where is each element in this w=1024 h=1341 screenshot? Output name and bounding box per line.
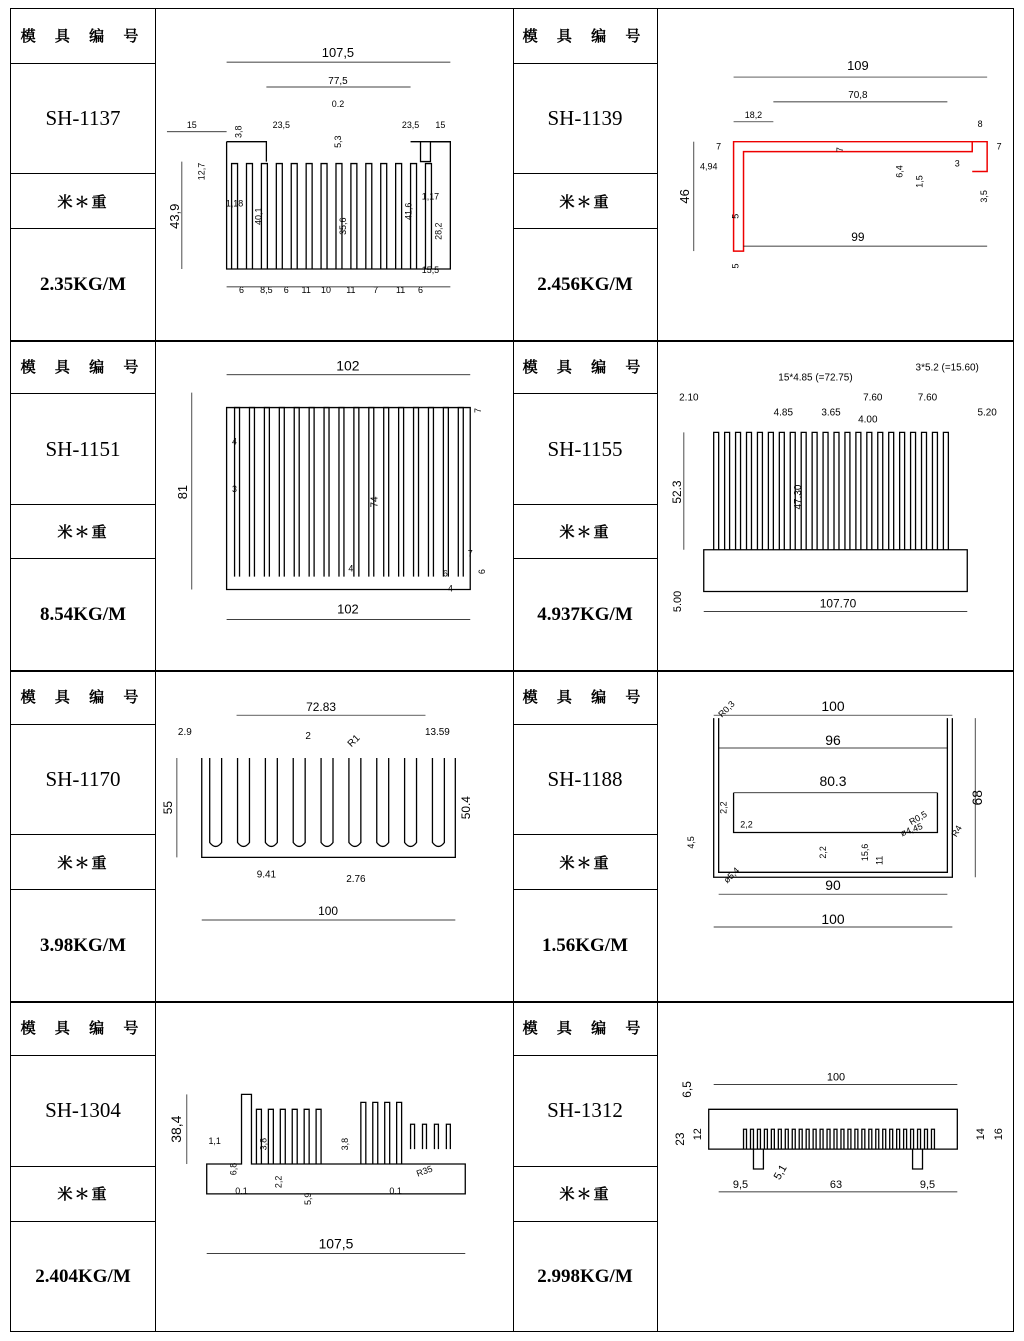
- dimension-label: 50.4: [459, 796, 474, 820]
- dimension-label: 47.30: [793, 484, 805, 510]
- dimension-label: 100: [821, 911, 845, 927]
- dimension-label: 6: [477, 569, 488, 575]
- mold-number-header: 模 具 编 号: [11, 670, 155, 725]
- weight-value: 1.56KG/M: [541, 934, 629, 956]
- dimension-label: 0.1: [235, 1185, 248, 1196]
- weight-value: 2.404KG/M: [35, 1266, 131, 1288]
- dimension-label: 5,9: [303, 1192, 314, 1206]
- dimension-label: 43,9: [166, 203, 182, 229]
- dimension-label: 7: [834, 147, 845, 153]
- dimension-label: R35: [415, 1163, 434, 1179]
- dimension-label: 8: [977, 118, 983, 129]
- dimension-label: 1,17: [421, 191, 440, 202]
- dimension-label: 107,5: [318, 1235, 354, 1252]
- dimension-label: 99: [851, 230, 865, 245]
- mold-code: SH-1139: [513, 64, 657, 175]
- profile-drawing: [659, 342, 1013, 668]
- dimension-label: 7.60: [917, 392, 938, 404]
- weight-value: 2.35KG/M: [39, 273, 127, 295]
- dimension-label: 74: [369, 496, 381, 508]
- dimension-label: 3,5: [979, 190, 990, 203]
- profile-drawing: [659, 672, 1013, 999]
- dimension-label: 72.83: [306, 700, 336, 715]
- dimension-label: 7: [373, 284, 379, 295]
- dimension-label: 9,5: [732, 1178, 749, 1191]
- profile-outline: [432, 758, 444, 847]
- mold-code: SH-1188: [513, 725, 657, 836]
- weight-per-meter-label: 米＊重: [513, 1167, 657, 1222]
- dimension-label: 63: [829, 1178, 843, 1191]
- dimension-label: 2: [305, 731, 311, 743]
- dimension-label: ø4,45: [899, 821, 924, 839]
- dimension-label: 5.00: [671, 590, 684, 613]
- dimension-label: 18,2: [744, 109, 763, 120]
- mold-code: SH-1137: [11, 64, 155, 175]
- dimension-label: 77,5: [328, 76, 348, 88]
- profile-outline: [411, 1124, 451, 1149]
- dimension-label: R0,3: [716, 698, 737, 720]
- weight-per-meter-label: 米＊重: [11, 1167, 155, 1222]
- profile-svg: [659, 1003, 1013, 1331]
- profile-outline: [405, 758, 417, 847]
- profile-drawing: [157, 1003, 511, 1331]
- dimension-label: 8,5: [260, 284, 273, 295]
- dimension-label: 23: [672, 1132, 687, 1146]
- dimension-label: 55: [160, 801, 175, 815]
- profile-outline: [235, 408, 464, 577]
- dimension-label: 11: [874, 855, 885, 866]
- dimension-label: 28,2: [433, 222, 444, 240]
- dimension-label: 3,8: [233, 125, 244, 138]
- dimension-label: 109: [847, 58, 869, 74]
- profile-outline: [744, 1129, 935, 1149]
- dimension-label: 7: [996, 141, 1002, 152]
- dimension-label: 0.2: [331, 98, 345, 109]
- catalog-sheet: [10, 8, 1014, 1332]
- dimension-label: 15*4.85 (=72.75): [778, 372, 853, 384]
- dimension-label: 16: [993, 1128, 1006, 1141]
- dimension-label: 1,18: [225, 198, 244, 209]
- dimension-label: 7: [473, 408, 484, 414]
- mold-code: SH-1304: [11, 1056, 155, 1167]
- profile-drawing: [157, 11, 511, 338]
- dimension-label: 3*5.2 (=15.60): [915, 362, 979, 374]
- dimension-label: 4: [348, 563, 354, 574]
- dimension-label: 38,4: [167, 1115, 184, 1143]
- dimension-label: 3,8: [339, 1137, 350, 1151]
- profile-outline: [361, 1102, 402, 1164]
- dimension-label: 2,2: [718, 801, 729, 814]
- dimension-label: 81: [174, 484, 190, 500]
- profile-outline: [349, 758, 361, 847]
- dimension-label: R0,5: [907, 808, 929, 828]
- dimension-label: 70,8: [848, 89, 868, 101]
- profile-outline: [293, 758, 305, 847]
- profile-outline: [704, 550, 968, 592]
- profile-svg: [157, 342, 511, 668]
- weight-value: 3.98KG/M: [39, 934, 127, 956]
- profile-drawing: [659, 1003, 1013, 1331]
- mold-number-header: 模 具 编 号: [513, 1001, 657, 1056]
- profile-svg: [659, 672, 1013, 999]
- mold-code: SH-1155: [513, 394, 657, 505]
- dimension-label: 2,2: [273, 1175, 284, 1189]
- profile-svg: [157, 1003, 511, 1331]
- dimension-label: 4.85: [773, 407, 793, 419]
- dimension-label: 23,5: [401, 119, 420, 130]
- profile-outline: [714, 432, 949, 549]
- dimension-label: 7.60: [863, 392, 883, 404]
- dimension-label: 5.20: [977, 407, 997, 419]
- dimension-label: 2.9: [177, 727, 192, 739]
- dimension-label: 7: [467, 548, 473, 559]
- dimension-label: 11: [395, 284, 406, 295]
- dimension-label: 12,7: [196, 162, 207, 181]
- profile-outline: [202, 758, 456, 857]
- weight-per-meter-label: 米＊重: [513, 836, 657, 891]
- dimension-label: 3: [954, 158, 960, 169]
- weight-per-meter-label: 米＊重: [11, 175, 155, 230]
- mold-number-header: 模 具 编 号: [513, 670, 657, 725]
- dimension-label: 5,1: [771, 1162, 790, 1183]
- dimension-label: 96: [825, 732, 841, 749]
- dimension-label: 4.00: [858, 414, 878, 426]
- dimension-label: 23,5: [272, 119, 291, 130]
- dimension-label: 6: [442, 568, 448, 579]
- weight-per-meter-label: 米＊重: [11, 505, 155, 559]
- dimension-label: 4,94: [700, 161, 718, 172]
- dimension-label: 40,1: [253, 207, 264, 225]
- dimension-label: 2,2: [818, 846, 829, 859]
- profile-outline: [972, 142, 987, 172]
- mold-number-header: 模 具 编 号: [11, 340, 155, 394]
- dimension-label: 2,2: [740, 819, 753, 830]
- mold-code: SH-1312: [513, 1056, 657, 1167]
- dimension-label: 0.1: [389, 1185, 402, 1196]
- dimension-label: 1,1: [208, 1136, 221, 1147]
- dimension-label: 100: [821, 698, 845, 715]
- mold-number-header: 模 具 编 号: [11, 9, 155, 64]
- weight-value: 8.54KG/M: [39, 603, 127, 625]
- dimension-label: 5,3: [332, 135, 343, 148]
- dimension-label: 6,5: [679, 1081, 694, 1098]
- profile-svg: [659, 11, 1013, 338]
- dimension-label: 14: [975, 1128, 988, 1141]
- profile-outline: [377, 758, 389, 847]
- dimension-label: 11: [346, 284, 356, 295]
- profile-outline: [321, 758, 333, 847]
- dimension-label: 15,5: [421, 264, 440, 275]
- mold-code: SH-1170: [11, 725, 155, 836]
- profile-svg: [157, 672, 511, 999]
- dimension-label: 12: [691, 1128, 704, 1141]
- weight-value: 4.937KG/M: [537, 603, 633, 625]
- weight-value: 2.456KG/M: [537, 273, 633, 295]
- dimension-label: 100: [826, 1071, 846, 1084]
- mold-number-header: 模 具 编 号: [513, 340, 657, 394]
- dimension-label: 1,5: [914, 175, 925, 188]
- dimension-label: 13.59: [424, 727, 450, 739]
- dimension-label: 6: [239, 284, 245, 295]
- dimension-label: 10: [321, 284, 332, 295]
- dimension-label: 9,5: [919, 1178, 936, 1191]
- dimension-label: 107,5: [321, 45, 355, 61]
- dimension-label: 3,8: [258, 1137, 269, 1151]
- dimension-label: 3.65: [821, 407, 841, 419]
- dimension-label: 15: [435, 119, 446, 130]
- dimension-label: 5: [730, 213, 741, 219]
- dimension-label: 15: [186, 119, 197, 130]
- profile-outline: [256, 1109, 321, 1164]
- weight-per-meter-label: 米＊重: [513, 175, 657, 230]
- dimension-label: 6,8: [228, 1162, 239, 1176]
- profile-svg: [157, 11, 511, 338]
- profile-outline: [210, 758, 222, 847]
- mold-number-header: 模 具 编 号: [11, 1001, 155, 1056]
- dimension-label: 7: [716, 141, 722, 152]
- dimension-label: R4: [949, 823, 964, 839]
- dimension-label: 6: [418, 284, 424, 295]
- dimension-label: 6,4: [894, 165, 905, 178]
- dimension-label: 52.3: [669, 480, 684, 504]
- dimension-label: 2.76: [346, 874, 366, 886]
- dimension-label: 80.3: [819, 772, 847, 789]
- dimension-label: 4: [447, 583, 453, 594]
- dimension-label: 6: [283, 284, 289, 295]
- profile-drawing: [659, 11, 1013, 338]
- dimension-label: 102: [336, 357, 360, 374]
- weight-per-meter-label: 米＊重: [513, 505, 657, 559]
- dimension-label: 41,6: [403, 202, 414, 220]
- dimension-label: 5: [730, 263, 741, 269]
- profile-outline: [238, 758, 250, 847]
- dimension-label: 68: [969, 789, 986, 806]
- dimension-label: R1: [345, 732, 363, 750]
- profile-outline: [265, 758, 277, 847]
- dimension-label: 100: [318, 904, 338, 919]
- mold-code: SH-1151: [11, 394, 155, 505]
- weight-value: 2.998KG/M: [537, 1266, 633, 1288]
- profile-drawing: [157, 342, 511, 668]
- dimension-label: 102: [337, 601, 359, 617]
- dimension-label: 90: [825, 877, 841, 894]
- dimension-label: 107.70: [819, 596, 857, 611]
- dimension-label: 15,6: [859, 843, 870, 862]
- dimension-label: 35,6: [337, 217, 348, 235]
- dimension-label: 4: [232, 436, 238, 447]
- dimension-label: 9.41: [256, 869, 277, 881]
- weight-per-meter-label: 米＊重: [11, 836, 155, 891]
- profile-svg: [659, 342, 1013, 668]
- dimension-label: 3: [232, 484, 238, 495]
- dimension-label: ø5,4: [721, 865, 742, 886]
- dimension-label: 2.10: [679, 392, 699, 404]
- profile-drawing: [157, 672, 511, 999]
- dimension-label: 46: [676, 189, 692, 204]
- mold-number-header: 模 具 编 号: [513, 9, 657, 64]
- dimension-label: 4,5: [685, 836, 696, 849]
- dimension-label: 11: [301, 284, 311, 295]
